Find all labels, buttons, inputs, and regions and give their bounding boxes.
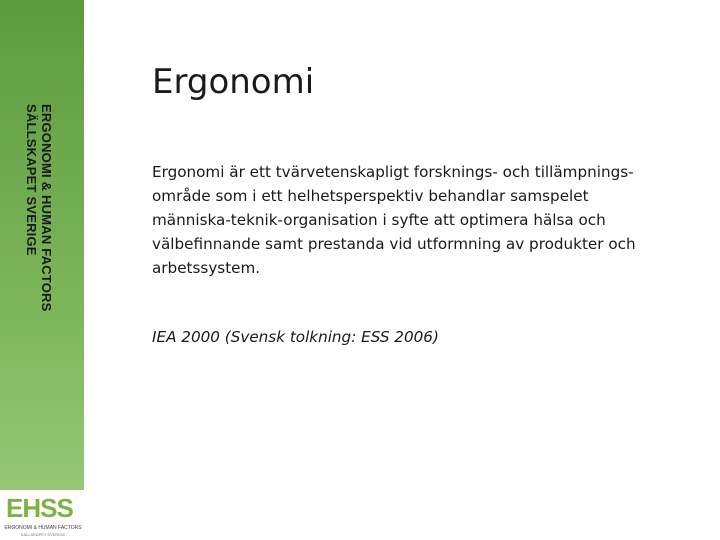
body-line: arbetssystem. — [152, 259, 261, 277]
body-line: välbefinnande samt prestanda vid utformning av produkter och — [152, 235, 636, 253]
logo-subtitle-2: SÄLLSKAPET SVERIGE — [20, 532, 66, 537]
sidebar-vertical-line: SÄLLSKAPET SVERIGE — [24, 104, 39, 256]
sidebar-vertical-line: ERGONOMI & HUMAN FACTORS — [39, 104, 54, 312]
logo-subtitle: ERGONOMI & HUMAN FACTORS — [4, 525, 82, 531]
ehss-logo — [0, 490, 84, 540]
body-line: Ergonomi är ett tvärvetenskapligt forsknings- och tillämpnings- — [152, 163, 634, 181]
slide-body — [152, 160, 700, 280]
logo-mark: EHSS — [6, 493, 73, 523]
body-line: område som i ett helhetsperspektiv behandlar samspelet — [152, 187, 589, 205]
citation: IEA 2000 (Svensk tolkning: ESS 2006) — [152, 328, 439, 346]
body-line: människa-teknik-organisation i syfte att optimera hälsa och — [152, 211, 606, 229]
sidebar-vertical-title — [24, 104, 54, 312]
slide-title: Ergonomi — [152, 62, 315, 102]
sidebar — [0, 0, 84, 540]
